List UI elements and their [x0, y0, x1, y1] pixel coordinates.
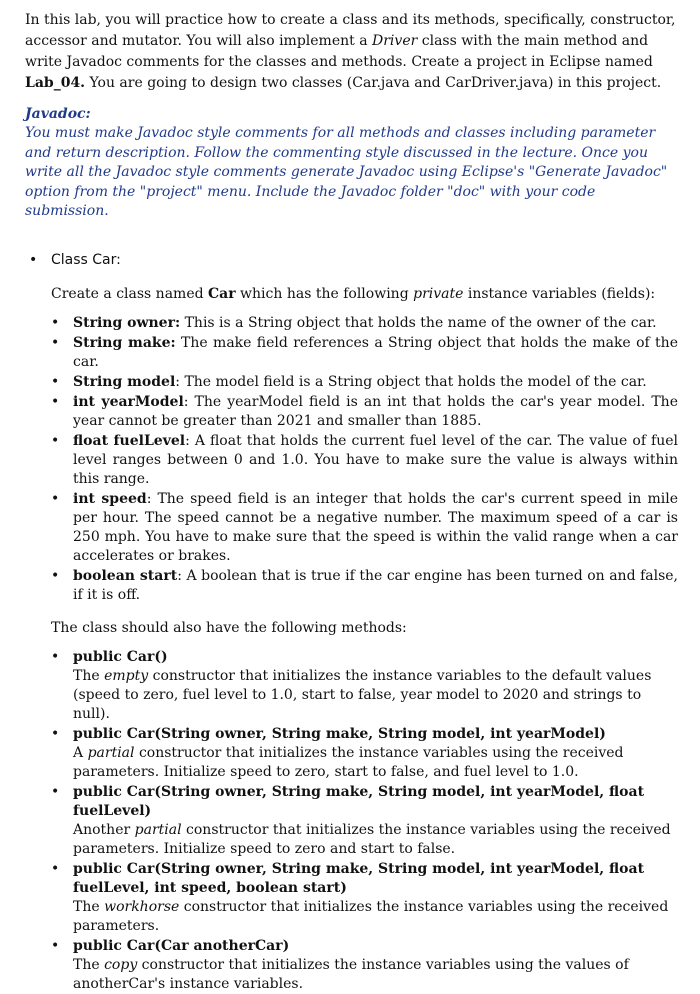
method-item-copy-constructor: [51, 937, 678, 994]
method-desc-pre: The: [73, 898, 105, 915]
method-item-workhorse-constructor: [51, 860, 678, 936]
method-desc-pre: A: [73, 744, 88, 761]
bullet-icon: •: [51, 567, 60, 584]
intro-text-2: class with the main method and write Javadoc comments for the classes and methods. Create a project in Eclipse named: [25, 33, 653, 70]
field-name: boolean start: [73, 567, 178, 584]
field-name: String make:: [73, 334, 176, 351]
method-signature: public Car(): [73, 648, 168, 665]
method-desc-pre: The: [73, 667, 105, 684]
method-desc-post: constructor that initializes the instance variables to the default values (speed to zero, fuel level to 1.0, start to false, year model to 2020 and strings to null).: [73, 667, 652, 722]
bullet-icon: •: [51, 432, 60, 449]
create-class-paragraph: [25, 284, 678, 304]
method-kind: partial: [87, 744, 135, 761]
field-name: float fuelLevel: [73, 432, 186, 449]
field-desc: : The speed field is an integer that holds the car's current speed in mile per hour. The speed cannot be a negative number. The maximum speed of a car is 250 mph. You have to make sure that the speed is within the valid range when a car accelerates or brakes.: [73, 490, 678, 564]
method-kind: empty: [104, 667, 149, 684]
bullet-icon: •: [51, 373, 60, 390]
method-desc-pre: Another: [73, 821, 135, 838]
method-signature: public Car(Car anotherCar): [73, 937, 290, 954]
bullet-icon: •: [51, 334, 60, 351]
method-signature: public Car(String owner, String make, String model, int yearModel, float fuelLevel, int speed, boolean start): [73, 860, 645, 896]
method-desc-pre: The: [73, 956, 105, 973]
project-name: Lab_04.: [25, 75, 86, 91]
field-item-model: [51, 373, 678, 392]
method-kind: partial: [134, 821, 182, 838]
intro-paragraph: [25, 10, 678, 94]
field-desc: The make field references a String object that holds the make of the car.: [73, 334, 678, 370]
method-desc-post: constructor that initializes the instance variables using the received parameters. Initialize speed to zero and start to false.: [73, 821, 671, 857]
method-signature: public Car(String owner, String make, String model, int yearModel): [73, 725, 606, 742]
intro-text-3: You are going to design two classes (Car.java and CarDriver.java) in this project.: [85, 75, 662, 91]
class-car-heading: [25, 250, 678, 270]
field-desc: This is a String object that holds the name of the owner of the car.: [180, 314, 657, 331]
create-text-pre: Create a class named: [51, 285, 209, 302]
create-text-mid: which has the following: [235, 285, 414, 302]
class-car-label: Class Car: [51, 251, 117, 268]
field-item-start: [51, 567, 679, 605]
field-name: int speed: [73, 490, 147, 507]
field-desc: : The model field is a String object that holds the model of the car.: [175, 373, 647, 390]
method-desc-post: constructor that initializes the instance variables using the received parameters.: [73, 898, 669, 934]
create-class-name: Car: [208, 285, 236, 302]
javadoc-body: You must make Javadoc style comments for all methods and classes including parameter and return description. Follow the commenting style discussed in the lecture. Once you write all the Javadoc style comments generate Javadoc using Eclipse's "Generate Javadoc" option from the "project" menu. Include the Javadoc folder "doc" with your code submission.: [25, 125, 668, 219]
field-desc: : A float that holds the current fuel level of the car. The value of fuel level ranges between 0 and 1.0. You have to make sure the value is always within this range.: [73, 432, 678, 487]
bullet-icon: •: [51, 860, 60, 877]
method-item-partial-constructor: [51, 725, 678, 782]
field-item-make: [51, 334, 678, 372]
private-word: private: [413, 285, 464, 302]
method-item-partial-constructor-fuel: [51, 783, 678, 859]
field-item-speed: [51, 490, 678, 566]
field-desc: : The yearModel field is an int that holds the car's year model. The year cannot be greater than 2021 and smaller than 1885.: [73, 393, 678, 429]
bullet-icon: •: [51, 937, 60, 954]
methods-list: [25, 648, 678, 994]
field-desc: : A boolean that is true if the car engine has been turned on and false, if it is off.: [73, 567, 679, 603]
create-text-post: instance variables (fields):: [463, 285, 656, 302]
methods-intro: The class should also have the following methods:: [51, 619, 407, 636]
field-item-year-model: [51, 393, 678, 431]
method-signature: public Car(String owner, String make, String model, int yearModel, float fuelLevel): [73, 783, 645, 819]
bullet-icon: •: [51, 314, 60, 331]
bullet-icon: •: [51, 648, 60, 665]
fields-list: [25, 314, 678, 605]
method-kind: workhorse: [104, 898, 180, 915]
bullet-icon: •: [29, 251, 38, 268]
bullet-icon: •: [51, 393, 60, 410]
bullet-icon: •: [51, 490, 60, 507]
driver-word: Driver: [372, 33, 418, 49]
method-kind: copy: [104, 956, 138, 973]
javadoc-heading: Javadoc:: [25, 106, 91, 122]
method-desc-post: constructor that initializes the instance variables using the received parameters. Initialize speed to zero, start to false, and fuel level to 1.0.: [73, 744, 624, 780]
field-item-owner: [51, 314, 678, 333]
class-car-colon: :: [116, 251, 121, 268]
method-item-empty-constructor: [51, 648, 678, 724]
bullet-icon: •: [51, 725, 60, 742]
bullet-icon: •: [51, 783, 60, 800]
intro-text-1: In this lab, you will practice how to create a class and its methods, specifically, constructor, accessor and mutator. You will also implement a: [25, 12, 676, 49]
field-item-fuel-level: [51, 432, 678, 489]
field-name: String owner:: [73, 314, 181, 331]
field-name: int yearModel: [73, 393, 184, 410]
method-desc-post: constructor that initializes the instance variables using the values of anotherCar's instance variables.: [73, 956, 629, 992]
field-name: String model: [73, 373, 176, 390]
